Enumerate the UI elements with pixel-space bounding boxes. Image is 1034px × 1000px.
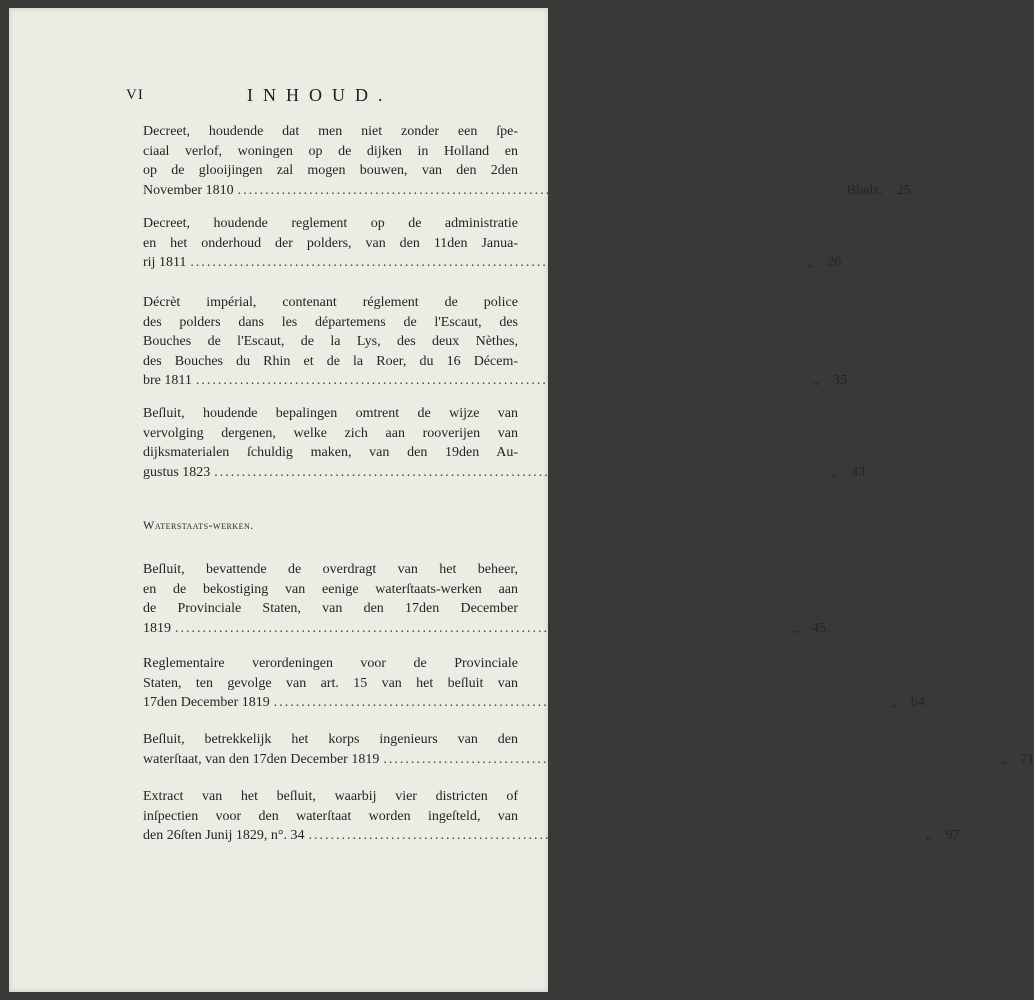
toc-entry	[143, 787, 960, 846]
page-reference-number: 26	[827, 255, 842, 270]
page-reference-marker: „	[890, 695, 897, 710]
entry-line: Reglementaire verordeningen voor de Provinciale	[143, 656, 518, 671]
toc-entry	[143, 293, 847, 391]
page-title: INHOUD.	[247, 85, 393, 105]
dot-leader: ..............................................................................................................	[175, 620, 780, 636]
book-page	[9, 8, 1034, 992]
entry-last-line	[143, 693, 925, 713]
entry-last-line	[143, 826, 960, 846]
page-reference	[918, 826, 960, 846]
page-reference-marker: Bladz.	[846, 182, 883, 198]
page-number: VI	[126, 87, 144, 103]
page-reference-number: 43	[851, 464, 866, 480]
entry-line: Extract van het beſluit, waarbij vier districten of	[143, 789, 518, 804]
entry-line: waterſtaat, van den 17den December 1819	[143, 751, 380, 767]
entry-last-line	[143, 371, 847, 391]
toc-entry	[143, 730, 1034, 769]
page-reference-number: 25	[896, 182, 911, 198]
entry-line: Bouches de l'Escaut, de la Lys, des deux Nèthes,	[143, 334, 518, 349]
dot-leader: ..............................................................................................................	[190, 255, 796, 270]
entry-line: de Provinciale Staten, van den 17den December	[143, 601, 518, 616]
entry-line: Beſluit, houdende bepalingen omtrent de wijze van	[143, 406, 518, 421]
entry-line: 1819	[143, 620, 171, 636]
toc-entry	[143, 122, 911, 200]
entry-line: vervolging dergenen, welke zich aan rooverijen van	[143, 425, 518, 441]
entry-line: en de bekostiging van eenige waterſtaats-werken aan	[143, 581, 518, 597]
page-reference-number: 71	[1020, 751, 1034, 767]
entry-line: November 1810	[143, 182, 234, 198]
entry-line: Décrèt impérial, contenant réglement de police	[143, 295, 518, 310]
entry-line: Beſluit, bevattende de overdragt van het beheer,	[143, 562, 518, 577]
entry-line: den 26ſten Junij 1829, n°. 34	[143, 828, 305, 843]
entry-line: rij 1811	[143, 255, 187, 270]
page-reference-marker: „	[791, 620, 798, 636]
dot-leader: ..............................................................................................................	[237, 182, 843, 198]
entry-line: ciaal verlof, woningen op de dijken in Holland en	[143, 143, 518, 159]
page-reference	[805, 371, 847, 391]
entry-line: des Bouches du Rhin et de la Roer, du 16 Décem-	[143, 353, 518, 369]
page-reference-number: 35	[832, 373, 847, 388]
toc-entry	[143, 654, 925, 713]
entry-last-line	[143, 463, 866, 483]
entry-last-line	[143, 750, 1034, 770]
entry-last-line	[143, 619, 826, 639]
entry-line: 17den December 1819	[143, 695, 270, 710]
entry-line: op de glooijingen zal mogen bouwen, van den 2den	[143, 163, 518, 178]
page-reference-marker: „	[812, 373, 819, 388]
entry-line: inſpectien voor den waterſtaat worden ingeſteld, van	[143, 808, 518, 824]
page-header	[9, 87, 548, 111]
page-reference-number: 64	[910, 695, 925, 710]
entry-line: gustus 1823	[143, 464, 211, 480]
entry-line: bre 1811	[143, 373, 192, 388]
entry-line: Decreet, houdende dat men niet zonder een ſpe-	[143, 124, 518, 139]
page-reference-marker: „	[807, 255, 814, 270]
toc-entry	[143, 404, 866, 482]
entry-line: des polders dans les départemens de l'Escaut, des	[143, 314, 518, 330]
page-reference	[784, 619, 826, 639]
page-reference	[799, 253, 841, 273]
dot-leader: ..............................................................................................................	[195, 373, 801, 388]
dot-leader: ..............................................................................................................	[214, 464, 820, 480]
entry-line: dijksmaterialen ſchuldig maken, van den 19den Au-	[143, 445, 518, 460]
page-reference	[992, 750, 1034, 770]
toc-entry	[143, 214, 842, 273]
page-reference-marker: „	[1000, 751, 1007, 767]
page-reference	[823, 463, 865, 483]
entry-line: en het onderhoud der polders, van den 11den Janua-	[143, 235, 518, 251]
page-reference-number: 45	[812, 620, 826, 636]
page-reference	[846, 181, 911, 201]
dot-leader: ..............................................................................................................	[383, 751, 989, 767]
page-reference-number: 97	[945, 828, 960, 843]
entry-line: Beſluit, betrekkelijk het korps ingenieurs van den	[143, 732, 518, 747]
entry-line: Staten, ten gevolge van art. 15 van het beſluit van	[143, 675, 518, 691]
page-reference-marker: „	[831, 464, 838, 480]
page-reference	[883, 693, 925, 713]
toc-entry	[143, 560, 826, 638]
dot-leader: ..............................................................................................................	[273, 695, 879, 710]
dot-leader: ..............................................................................................................	[308, 828, 914, 843]
section-heading: Waterstaats-werken.	[143, 518, 254, 532]
entry-last-line	[143, 253, 842, 273]
page-reference-marker: „	[925, 828, 932, 843]
entry-line: Decreet, houdende reglement op de administratie	[143, 216, 518, 231]
entry-last-line	[143, 181, 911, 201]
